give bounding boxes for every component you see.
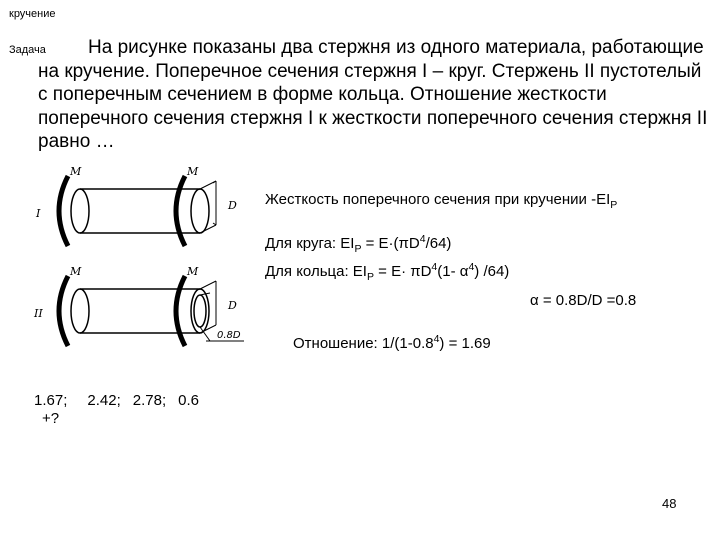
answer-option[interactable]: 2.42; <box>87 392 121 409</box>
topic-label: кручение <box>9 8 56 20</box>
ratio-result: Отношение: $1/(1-0.8^4) = 1.69$ <box>293 333 491 352</box>
task-label: Задача <box>9 44 46 56</box>
stiffness-definition: Жесткость поперечного сечения при кручении $-EI_P$ <box>265 191 618 211</box>
rod-1-label: I <box>36 207 41 220</box>
answer-option[interactable]: 1.67; <box>34 392 68 409</box>
ring-formula: Для кольца: $EI_P = E\cdot \pi D^4(1-$ $\alpha^4$) /64) <box>265 261 510 283</box>
rods-figure <box>30 163 260 363</box>
rod-1-diameter-label: D <box>228 199 237 212</box>
rod-2-moment-left: M <box>70 265 82 278</box>
circle-formula: Для круга: $EI_P = E\cdot(\pi D^4/64)$ <box>265 233 452 255</box>
rod-2-diameter-label: D <box>228 299 237 312</box>
rod-1-moment-left: M <box>70 165 82 178</box>
problem-statement: На рисунке показаны два стержня из одного материала, работающие на кручение. Поперечное сечения стержня I – круг. Стержень II пустотелый с поперечным сечением в форме кольца. Отношение жесткости поперечного сечения стержня I к жесткости поперечного сечения стержня II равно … <box>38 37 708 152</box>
answer-option[interactable]: 2.78; <box>132 392 167 409</box>
rod-2-inner-diameter-label: 0.8D <box>217 330 241 341</box>
answer-options <box>34 392 211 409</box>
rod-1-moment-right: M <box>187 165 199 178</box>
page-number: 48 <box>662 496 677 511</box>
rod-1-drawing <box>59 176 216 246</box>
rod-2-label: II <box>34 307 43 320</box>
rod-2-moment-right: M <box>187 265 199 278</box>
answer-mark: +? <box>42 410 60 427</box>
answer-option[interactable]: 0.6 <box>178 392 199 409</box>
alpha-value: α = 0.8D/D =0.8 <box>530 292 637 309</box>
